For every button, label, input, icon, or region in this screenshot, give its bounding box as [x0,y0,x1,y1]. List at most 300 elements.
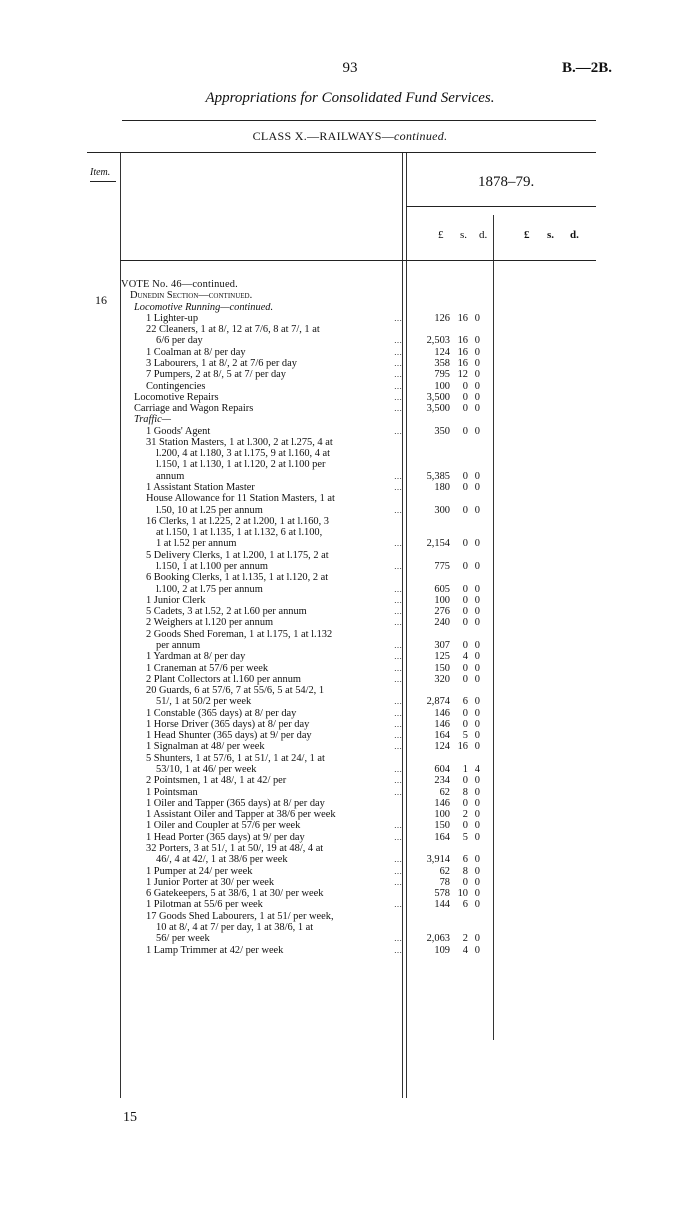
line-item-label: 7 Pumpers, 2 at 8/, 5 at 7/ per day [146,369,286,381]
amount-pence: 0 [474,357,480,369]
line-item-label: 53/10, 1 at 46/ per week [156,764,257,776]
amount-pence: 0 [474,899,480,911]
amount-pounds: 578 [434,888,450,900]
line-item-text [146,369,286,380]
amount-pence: 0 [474,876,480,888]
line-item-text [146,730,312,741]
amount-pence: 0 [474,561,480,572]
amount-pence: 0 [474,391,480,403]
amount-shillings: 0 [462,583,468,595]
leader-dots: … [394,832,402,842]
amount-pounds: 2,063 [426,933,450,945]
leader-dots: … [394,595,402,605]
amount-shillings: 16 [457,312,468,324]
line-item-text [156,696,251,707]
leader-dots: … [394,663,402,673]
amount-pence: 0 [474,346,480,358]
amount-shillings: 0 [462,470,468,482]
line-item-text [134,403,253,414]
line-item-amount [414,696,480,707]
leader-dots: … [394,934,402,944]
leader-dots: … [394,483,402,493]
line-item-amount [414,617,480,628]
amount-pence: 0 [474,617,480,629]
total-pounds-column-label: £ [524,229,530,241]
amount-pounds: 2,874 [426,696,450,708]
line-item-label: 2 Weighers at l.120 per annum [146,617,274,629]
amount-pounds: 164 [434,730,450,742]
line-item-amount [414,471,480,482]
line-item-label: l.150, 1 at l.130, 1 at l.120, 2 at l.100 per [156,459,326,471]
line-item-text [146,426,210,437]
line-item-label: 2 Plant Collectors at l.160 per annum [146,673,301,685]
amount-shillings: 1 [462,764,468,776]
amount-pounds: 126 [434,312,450,324]
line-item-label: 1 Lamp Trimmer at 42/ per week [146,944,284,956]
amount-shillings: 4 [462,944,468,956]
amount-shillings: 0 [462,707,468,719]
line-item-amount [414,595,480,606]
leader-dots: … [394,392,402,402]
amount-pounds: 795 [434,369,450,381]
line-item-label: 1 Junior Clerk [146,594,206,606]
amount-shillings: 0 [462,876,468,888]
amount-pence: 0 [474,470,480,482]
line-item-text [146,866,252,877]
line-item-text [156,854,288,865]
line-item-label: 31 Station Masters, 1 at l.300, 2 at l.275, 4 at [146,436,333,448]
line-item-text [156,933,210,944]
line-item-amount [414,866,480,877]
amount-pounds: 150 [434,662,450,674]
amount-pounds: 78 [439,876,450,888]
leader-dots: … [394,347,402,357]
leader-dots: … [394,505,402,515]
shillings-column-label: s. [460,229,468,241]
line-item-label: 1 Yardman at 8/ per day [146,651,246,663]
line-item-label: l.200, 4 at l.180, 3 at l.175, 9 at l.160, 4 at [156,448,331,460]
line-item-text [146,719,309,730]
line-item-text [146,347,246,358]
amount-pence: 0 [474,425,480,437]
line-item-text [146,843,323,854]
line-item-text [146,820,300,831]
amount-pence: 0 [474,594,480,606]
line-item-label: 1 Coalman at 8/ per day [146,346,246,358]
amount-pounds: 124 [434,741,450,753]
line-item-label: 3 Labourers, 1 at 8/, 2 at 7/6 per day [146,357,297,369]
line-item-amount [414,369,480,380]
amount-shillings: 10 [457,888,468,900]
amount-pounds: 358 [434,357,450,369]
line-item-text [146,888,323,899]
amount-pounds: 146 [434,718,450,730]
line-item-label: per annum [156,639,201,651]
amount-shillings: 16 [457,357,468,369]
leader-dots: … [394,708,402,718]
amount-shillings: 6 [462,899,468,911]
leader-dots: … [394,358,402,368]
line-item-amount [414,313,480,324]
line-item-label: 22 Cleaners, 1 at 8/, 12 at 7/6, 8 at 7/, 1 at [146,324,320,336]
amount-pence: 0 [474,639,480,651]
line-item-text [146,651,245,662]
amount-pence: 4 [474,764,480,776]
line-item-text [146,787,198,798]
amount-shillings: 0 [462,538,468,550]
amount-shillings: 0 [462,617,468,629]
line-item-text [146,674,301,685]
line-item-text [156,459,325,470]
amount-shillings: 0 [462,718,468,730]
line-item-amount [414,708,480,719]
amount-pounds: 3,500 [426,403,450,415]
line-item-label: 10 at 8/, 4 at 7/ per day, 1 at 38/6, 1 at [156,921,314,933]
line-item-amount [414,358,480,369]
leader-dots: … [394,855,402,865]
page-number: 93 [342,60,358,76]
line-item-label: 6 Booking Clerks, 1 at l.135, 1 at l.120, 2 at [146,572,329,584]
leader-dots: … [394,640,402,650]
line-item-text [146,493,335,504]
line-item-amount [414,347,480,358]
year-column-header: 1878–79. [478,174,535,190]
amount-pence: 0 [474,538,480,550]
line-item-amount [414,832,480,843]
line-item-amount [414,877,480,888]
line-item-text [146,437,333,448]
line-item-amount [414,933,480,944]
line-item-label: Traffic— [134,414,171,426]
line-item-label: 1 Oiler and Tapper (365 days) at 8/ per day [146,797,325,809]
line-item-label: 1 at l.52 per annum [156,538,237,550]
line-item-label: 20 Guards, 6 at 57/6, 7 at 55/6, 5 at 54/2, 1 [146,685,325,697]
amount-pounds: 5,385 [426,470,450,482]
line-item-label: Dunedin Section—continued. [130,290,253,302]
amount-pence: 0 [474,651,480,663]
amount-pence: 0 [474,775,480,787]
amount-pounds: 3,500 [426,391,450,403]
line-item-amount [414,888,480,899]
line-item-text [146,516,329,527]
amount-pence: 0 [474,944,480,956]
line-item-text [146,708,296,719]
line-item-amount [414,403,480,414]
line-item-amount [414,640,480,651]
line-item-label: 1 Junior Porter at 30/ per week [146,876,275,888]
leader-dots: … [394,821,402,831]
leader-dots: … [394,618,402,628]
line-item-text [156,584,263,595]
amount-pence: 0 [474,718,480,730]
line-item-label: 1 Goods' Agent [146,425,211,437]
line-item-text [156,335,203,346]
line-item-text [130,290,252,301]
line-item-text [134,414,171,425]
leader-dots: … [394,336,402,346]
line-item-text [156,561,268,572]
amount-pence: 0 [474,662,480,674]
line-item-amount [414,809,480,820]
amount-pounds: 350 [434,425,450,437]
amount-pounds: 100 [434,594,450,606]
line-item-label: 1 Horse Driver (365 days) at 8/ per day [146,718,310,730]
line-item-amount [414,482,480,493]
amount-pence: 0 [474,865,480,877]
amount-shillings: 2 [462,809,468,821]
leader-dots: … [394,674,402,684]
line-item-label: Locomotive Running—continued. [134,301,274,313]
line-item-amount [414,674,480,685]
leader-dots: … [394,866,402,876]
line-item-label: 51/, 1 at 50/2 per week [156,696,252,708]
line-item-text [156,527,322,538]
line-item-label: 1 Assistant Station Master [146,482,255,494]
line-item-text [146,741,265,752]
leader-dots: … [394,900,402,910]
line-item-amount [414,787,480,798]
amount-shillings: 6 [462,854,468,866]
line-item-text [146,663,268,674]
amount-pence: 0 [474,583,480,595]
amount-shillings: 4 [462,651,468,663]
line-item-text [156,640,200,651]
line-item-text [121,279,238,290]
amount-shillings: 0 [462,775,468,787]
amount-pence: 0 [474,854,480,866]
leader-dots: … [394,426,402,436]
line-item-amount [414,651,480,662]
line-item-amount [414,775,480,786]
class-title-suffix: continued. [394,129,448,143]
amount-pounds: 276 [434,606,450,618]
line-item-text [146,685,324,696]
line-item-label: 1 Craneman at 57/6 per week [146,662,269,674]
line-item-label: at l.150, 1 at l.135, 1 at l.132, 6 at l.100, [156,527,323,539]
line-item-label: 17 Goods Shed Labourers, 1 at 51/ per week, [146,910,334,922]
line-item-text [146,877,274,888]
amount-shillings: 0 [462,504,468,516]
amount-pounds: 307 [434,639,450,651]
amount-shillings: 12 [457,369,468,381]
leader-dots: … [394,787,402,797]
line-item-label: 2 Goods Shed Foreman, 1 at l.175, 1 at l.132 [146,628,333,640]
leader-dots: … [394,539,402,549]
amount-pounds: 109 [434,944,450,956]
amount-pence: 0 [474,606,480,618]
line-item-text [146,358,297,369]
line-item-text [146,629,332,640]
line-item-label: Contingencies [146,380,206,392]
amount-pence: 0 [474,696,480,708]
leader-dots: … [394,945,402,955]
item-number: 16 [95,293,107,307]
amount-pounds: 124 [434,346,450,358]
amount-pence: 0 [474,504,480,516]
line-item-amount [414,730,480,741]
amount-pence: 0 [474,741,480,753]
amount-pounds: 144 [434,899,450,911]
pounds-column-label: £ [438,229,444,241]
line-item-label: 6/6 per day [156,335,203,347]
line-item-label: House Allowance for 11 Station Masters, 1 at [146,493,335,505]
amount-pence: 0 [474,482,480,494]
line-item-text [146,775,286,786]
amount-shillings: 8 [462,786,468,798]
line-item-label: 5 Shunters, 1 at 57/6, 1 at 51/, 1 at 24/, 1 at [146,752,325,764]
line-item-amount [414,899,480,910]
amount-pounds: 180 [434,482,450,494]
line-item-amount [414,606,480,617]
line-item-label: 1 Pumper at 24/ per week [146,865,253,877]
line-item-amount [414,538,480,549]
leader-dots: … [394,471,402,481]
amount-pounds: 320 [434,673,450,685]
line-item-label: 1 Pointsman [146,786,198,798]
amount-shillings: 16 [457,346,468,358]
line-item-label: 6 Gatekeepers, 5 at 38/6, 1 at 30/ per week [146,888,324,900]
leader-dots: … [394,697,402,707]
line-item-label: 1 Signalman at 48/ per week [146,741,265,753]
total-shillings-column-label: s. [547,229,555,241]
line-item-label: 32 Porters, 3 at 51/, 1 at 50/, 19 at 48/, 4 at [146,843,324,854]
leader-dots: … [394,742,402,752]
line-item-amount [414,392,480,403]
leader-dots: … [394,370,402,380]
amount-pence: 0 [474,933,480,945]
line-item-label: 2 Pointsmen, 1 at 48/, 1 at 42/ per [146,775,287,787]
amount-pounds: 300 [434,504,450,516]
amount-shillings: 5 [462,730,468,742]
leader-dots: … [394,719,402,729]
line-item-label: l.100, 2 at l.75 per annum [156,583,263,595]
amount-pence: 0 [474,797,480,809]
line-item-label: 56/ per week [156,933,210,945]
line-item-text [146,899,263,910]
amount-shillings: 0 [462,662,468,674]
amount-pounds: 62 [439,786,450,798]
amount-shillings: 0 [462,606,468,618]
line-item-text [146,798,325,809]
amount-shillings: 8 [462,865,468,877]
amount-pounds: 775 [434,561,450,572]
amount-shillings: 0 [462,391,468,403]
amount-pounds: 164 [434,831,450,843]
page-title: Appropriations for Consolidated Fund Services. [205,90,495,106]
line-item-text [146,945,283,956]
amount-pence: 0 [474,369,480,381]
leader-dots: … [394,381,402,391]
amount-shillings: 0 [462,403,468,415]
amount-shillings: 0 [462,797,468,809]
amount-shillings: 0 [462,820,468,832]
amount-pence: 0 [474,888,480,900]
amount-pence: 0 [474,312,480,324]
line-item-amount [414,741,480,752]
line-item-label: 5 Delivery Clerks, 1 at l.200, 1 at l.175, 2 at [146,549,329,561]
amount-pence: 0 [474,380,480,392]
amount-shillings: 0 [462,673,468,685]
leader-dots: … [394,607,402,617]
leader-dots: … [394,562,402,571]
line-item-amount [414,663,480,674]
line-item-amount [414,719,480,730]
line-item-label: 1 Assistant Oiler and Tapper at 38/6 per week [146,809,336,821]
line-item-text [156,471,184,482]
amount-pounds: 2,503 [426,335,450,347]
amount-pence: 0 [474,809,480,821]
line-item-label: l.50, 10 at l.25 per annum [156,504,263,516]
amount-pence: 0 [474,673,480,685]
line-item-text [146,832,305,843]
leader-dots: … [394,765,402,775]
line-item-text [146,753,325,764]
leader-dots: … [394,877,402,887]
amount-pounds: 146 [434,707,450,719]
leader-dots: … [394,776,402,786]
amount-pence: 0 [474,786,480,798]
amount-pence: 0 [474,403,480,415]
line-item-amount [414,561,480,572]
amount-pounds: 62 [439,865,450,877]
amount-pounds: 604 [434,764,450,776]
document-reference: B.—2B. [561,60,612,76]
line-item-text [146,550,329,561]
amount-shillings: 16 [457,335,468,347]
amount-pounds: 234 [434,775,450,787]
line-item-text [146,313,198,324]
amount-pounds: 2,154 [426,538,450,550]
line-item-amount [414,335,480,346]
amount-pounds: 100 [434,380,450,392]
footer-number: 15 [123,1110,137,1125]
line-item-amount [414,584,480,595]
line-item-text [156,448,330,459]
amount-pounds: 605 [434,583,450,595]
total-pence-column-label: d. [570,229,579,241]
line-item-text [146,482,255,493]
line-item-text [156,922,313,933]
line-item-amount [414,854,480,865]
line-item-text [146,381,205,392]
line-item-text [146,617,273,628]
line-item-label: Locomotive Repairs [134,391,219,403]
line-item-text [146,595,205,606]
line-item-text [146,606,307,617]
amount-pounds: 150 [434,820,450,832]
line-item-label: annum [156,470,185,482]
line-item-text [156,505,263,516]
leader-dots: … [394,404,402,414]
line-item-text [134,302,273,313]
amount-shillings: 0 [462,594,468,606]
line-item-label: 1 Constable (365 days) at 8/ per day [146,707,297,719]
leader-dots: … [394,313,402,323]
amount-pence: 0 [474,730,480,742]
amount-shillings: 5 [462,831,468,843]
amount-shillings: 16 [457,741,468,753]
leader-dots: … [394,731,402,741]
line-item-label: Carriage and Wagon Repairs [134,403,254,415]
amount-pence: 0 [474,820,480,832]
leader-dots: … [394,584,402,594]
line-item-label: 1 Oiler and Coupler at 57/6 per week [146,820,301,832]
line-item-text [146,809,336,820]
amount-shillings: 0 [462,425,468,437]
line-item-text [146,324,320,335]
line-item-amount [414,426,480,437]
amount-shillings: 0 [462,639,468,651]
